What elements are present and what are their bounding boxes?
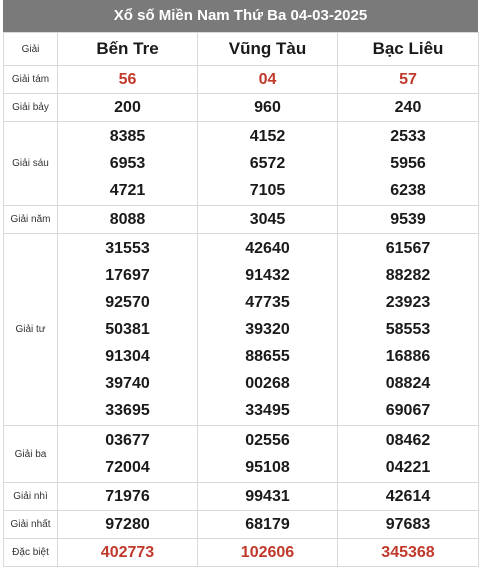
result-number: 31553: [105, 240, 150, 257]
results-table: [3, 32, 479, 567]
result-number: 23923: [385, 294, 431, 311]
prize-label: Giải tư: [4, 234, 58, 426]
result-number: 39320: [245, 321, 290, 338]
result-number: 91304: [105, 348, 150, 365]
prize-cell: [198, 483, 338, 511]
prize-cell: [58, 483, 198, 511]
result-number: 00268: [245, 375, 290, 392]
province-header[interactable]: Bến Tre: [58, 33, 198, 66]
result-number: 6238: [390, 182, 426, 199]
result-number: 04221: [385, 459, 431, 476]
result-number: 71976: [105, 488, 150, 505]
prize-label: Giải nhì: [4, 483, 58, 511]
prize-cell: [58, 511, 198, 539]
prize-cell: [58, 234, 198, 426]
result-number: 2533: [390, 128, 426, 145]
prize-cell: [58, 94, 198, 122]
prize-cell: [198, 66, 338, 94]
prize-cell: [58, 539, 198, 567]
result-number: 08462: [385, 432, 431, 449]
result-number: 02556: [245, 432, 290, 449]
result-number: 960: [254, 99, 281, 116]
result-number: 9539: [390, 211, 426, 228]
prize-label: Giải tám: [4, 66, 58, 94]
result-number: 88282: [385, 267, 431, 284]
result-number: 33495: [245, 402, 290, 419]
header-row: [4, 33, 479, 66]
result-number: 240: [394, 99, 422, 116]
result-number: 58553: [385, 321, 431, 338]
prize-label: Giải năm: [4, 206, 58, 234]
prize-row: [4, 66, 479, 94]
result-number: 17697: [105, 267, 150, 284]
result-number: 03677: [105, 432, 150, 449]
prize-cell: [198, 426, 338, 483]
result-number: 4721: [109, 182, 146, 199]
prize-row: [4, 511, 479, 539]
prize-cell: [58, 426, 198, 483]
prize-row: [4, 122, 479, 206]
prize-cell: [338, 511, 479, 539]
province-header[interactable]: Bạc Liêu: [338, 33, 479, 66]
header-prize-label: Giải: [4, 33, 58, 66]
result-number: 08824: [385, 375, 431, 392]
prize-label: Đặc biệt: [4, 539, 58, 567]
result-number: 47735: [245, 294, 290, 311]
result-number: 200: [114, 99, 141, 116]
prize-cell: [338, 539, 479, 567]
prize-cell: [58, 206, 198, 234]
prize-row: [4, 234, 479, 426]
result-number: 92570: [105, 294, 150, 311]
result-number: 7105: [249, 182, 286, 199]
result-number: 42614: [385, 488, 431, 505]
result-number: 57: [399, 71, 417, 88]
result-number: 61567: [385, 240, 431, 257]
prize-row: [4, 426, 479, 483]
result-number: 6572: [249, 155, 286, 172]
result-number: 50381: [105, 321, 150, 338]
result-number: 33695: [105, 402, 150, 419]
prize-label: Giải bảy: [4, 94, 58, 122]
prize-cell: [338, 483, 479, 511]
prize-cell: [198, 539, 338, 567]
result-number: 95108: [245, 459, 290, 476]
prize-cell: [58, 66, 198, 94]
prize-label: Giải sáu: [4, 122, 58, 206]
result-number: 68179: [245, 516, 290, 533]
result-number: 8385: [109, 128, 146, 145]
result-number: 402773: [100, 544, 155, 561]
prize-cell: [198, 122, 338, 206]
result-number: 97683: [385, 516, 431, 533]
result-number: 345368: [381, 544, 435, 561]
prize-row: [4, 539, 479, 567]
prize-label: Giải ba: [4, 426, 58, 483]
prize-cell: [58, 122, 198, 206]
prize-cell: [338, 122, 479, 206]
result-number: 8088: [109, 211, 146, 228]
results-table-body: [4, 33, 479, 567]
prize-cell: [198, 234, 338, 426]
prize-cell: [198, 511, 338, 539]
result-number: 72004: [105, 459, 150, 476]
prize-cell: [198, 206, 338, 234]
result-number: 04: [258, 71, 277, 88]
result-number: 6953: [109, 155, 146, 172]
result-number: 5956: [390, 155, 426, 172]
province-header[interactable]: Vũng Tàu: [198, 33, 338, 66]
prize-row: [4, 206, 479, 234]
prize-cell: [198, 94, 338, 122]
result-number: 91432: [245, 267, 290, 284]
result-number: 102606: [240, 544, 295, 561]
result-number: 3045: [249, 211, 286, 228]
prize-row: [4, 94, 479, 122]
prize-row: [4, 483, 479, 511]
result-number: 16886: [385, 348, 431, 365]
prize-cell: [338, 94, 479, 122]
results-container: [3, 0, 478, 567]
prize-label: Giải nhất: [4, 511, 58, 539]
result-number: 69067: [385, 402, 431, 419]
result-number: 97280: [105, 516, 150, 533]
result-number: 4152: [249, 128, 286, 145]
result-number: 39740: [105, 375, 150, 392]
result-number: 99431: [245, 488, 290, 505]
result-number: 56: [118, 71, 137, 88]
result-number: 42640: [245, 240, 290, 257]
prize-cell: [338, 234, 479, 426]
prize-cell: [338, 426, 479, 483]
prize-cell: [338, 66, 479, 94]
page-title: Xổ số Miền Nam Thứ Ba 04-03-2025: [3, 0, 478, 32]
prize-cell: [338, 206, 479, 234]
result-number: 88655: [245, 348, 290, 365]
